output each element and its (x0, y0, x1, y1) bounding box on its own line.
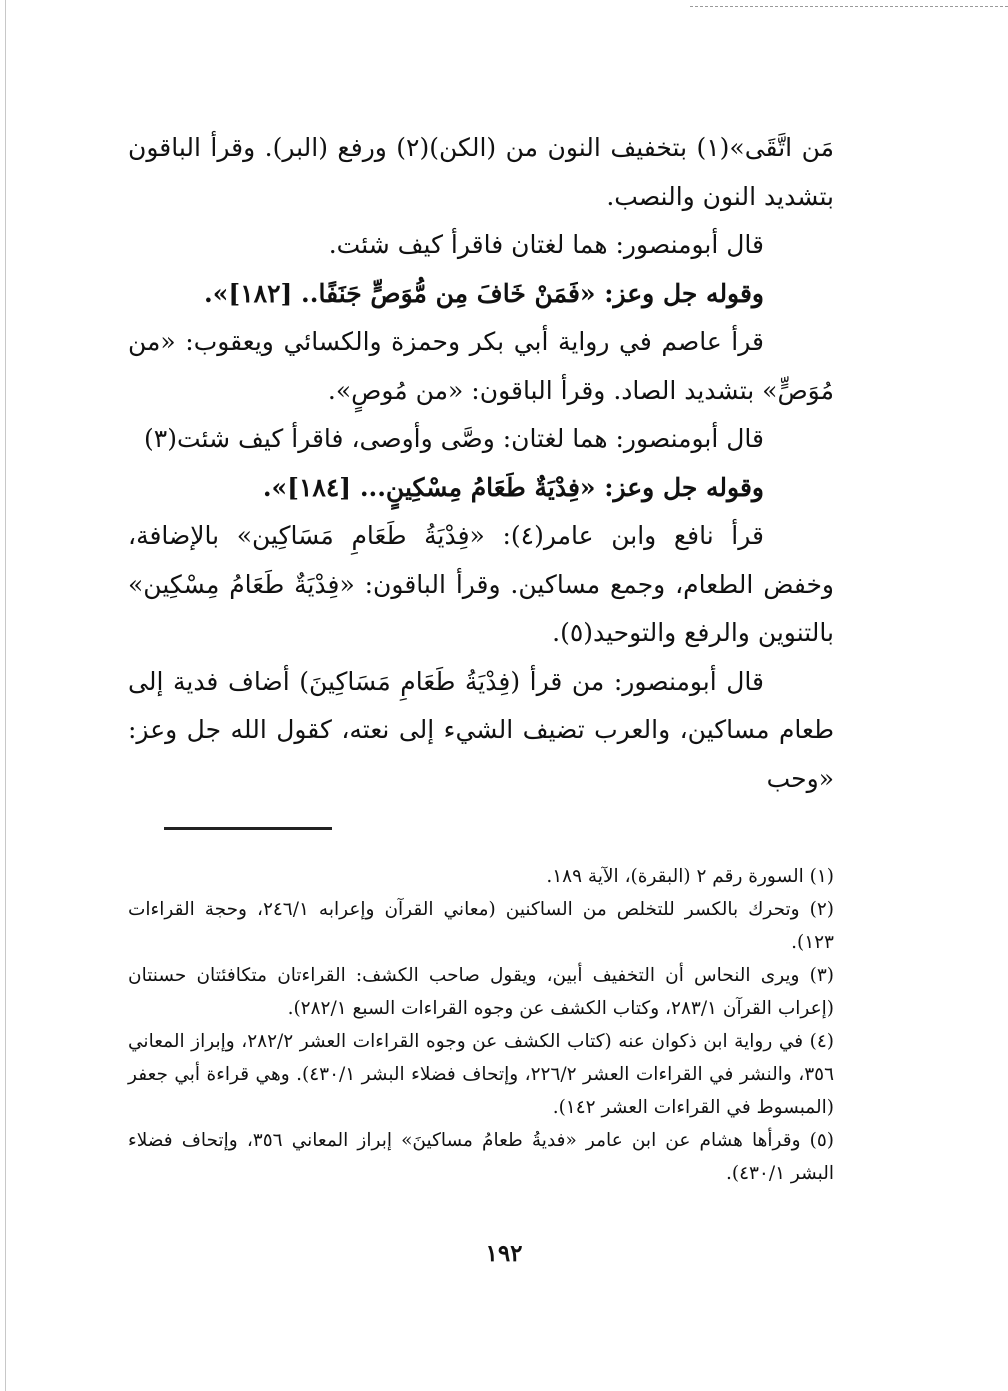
main-text (128, 124, 834, 803)
footnote-4: (٤) في رواية ابن ذكوان عنه (كتاب الكشف عن وجوه القراءات العشر ٢٨٢/٢، وإبراز المعاني ٣٥٦، والنشر في القراءات العشر ٢٢٦/٢، وإتحاف فضلاء البشر ٤٣٠/١). وهي قراءة أبي جعفر (المبسوط في القراءات العشر ١٤٢). (128, 1031, 835, 1118)
paragraph-7: قرأ نافع وابن عامر(٤): «فِدْيَةُ طَعَامِ مَسَاكِين» بالإضافة، وخفض الطعام، وجمع مساكين. وقرأ الباقون: «فِدْيَةٌ طَعَامُ مِسْكِين» بالتنوين والرفع والتوحيد(٥). (128, 521, 834, 647)
footnotes (128, 860, 834, 1190)
paragraph-8: قال أبومنصور: من قرأ (فِدْيَةُ طَعَامِ مَسَاكِينَ) أضاف فدية إلى طعام مساكين، والعرب تضيف الشيء إلى نعته، كقول الله جل وعز: «وحب (128, 666, 834, 793)
footnote-3: (٣) ويرى النحاس أن التخفيف أبين، ويقول صاحب الكشف: القراءتان متكافئتان حسنتان (إعراب القرآن ٢٨٣/١، وكتاب الكشف عن وجوه القراءات السبع ٢٨٢/١). (128, 965, 834, 1019)
scan-edge-left (5, 0, 6, 1391)
footnote-5: (٥) وقرأها هشام عن ابن عامر «فديةُ طعامُ مساكينَ» إبراز المعاني ٣٥٦، وإتحاف فضلاء البشر ٤٣٠/١). (128, 1130, 834, 1184)
scan-edge-top (690, 6, 1008, 7)
paragraph-4: قرأ عاصم في رواية أبي بكر وحمزة والكسائي ويعقوب: «من مُوَصٍّ» بتشديد الصاد. وقرأ الباقون: «من مُوصٍ». (128, 327, 834, 405)
paragraph-1: مَن اتَّقَى»(١) بتخفيف النون من (الكن)(٢) ورفع (البر). وقرأ الباقون بتشديد النون والنصب. (128, 133, 834, 211)
paragraph-5: قال أبومنصور: هما لغتان: وصَّى وأوصى، فاقرأ كيف شئت(٣) (144, 424, 764, 453)
document-page (128, 124, 834, 1190)
footnote-1: (١) السورة رقم ٢ (البقرة)، الآية ١٨٩. (546, 866, 834, 887)
page-number: ١٩٢ (485, 1240, 523, 1267)
paragraph-3-verse: وقوله جل وعز: «فَمَنْ خَافَ مِن مُّوَصٍّ جَنَفًا.. [١٨٢]». (204, 278, 764, 308)
footnote-2: (٢) وتحرك بالكسر للتخلص من الساكنين (معاني القرآن وإعرابه ٢٤٦/١، وحجة القراءات ١٢٣). (128, 899, 834, 953)
paragraph-6-verse: وقوله جل وعز: «فِدْيَةٌ طَعَامُ مِسْكِينٍ... [١٨٤]». (262, 472, 764, 502)
footnote-separator (164, 827, 332, 830)
paragraph-2: قال أبومنصور: هما لغتان فاقرأ كيف شئت. (328, 230, 764, 259)
